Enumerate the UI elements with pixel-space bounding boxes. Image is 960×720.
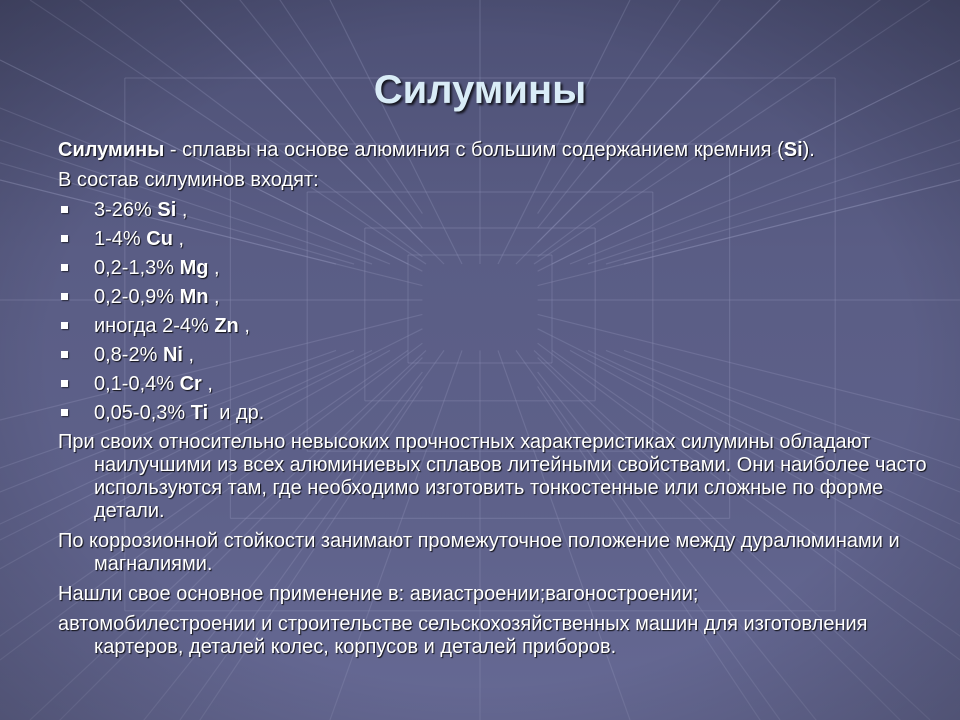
square-bullet-icon [61, 293, 68, 300]
composition-element: Cr [179, 373, 202, 395]
composition-list-item [58, 257, 928, 279]
composition-list-item [58, 286, 928, 308]
composition-element: Cu [146, 228, 173, 250]
composition-range: 1-4% [94, 228, 147, 250]
composition-range: 0,1-0,4% [94, 373, 180, 395]
composition-element: Mn [179, 286, 209, 308]
composition-list-item [58, 344, 928, 366]
composition-range: иногда 2-4% [94, 315, 215, 337]
composition-heading: В состав силуминов входят: [58, 169, 319, 191]
square-bullet-icon [61, 206, 68, 213]
composition-list-item [58, 228, 928, 250]
composition-range: 0,2-0,9% [94, 286, 180, 308]
composition-element: Si [157, 199, 177, 221]
slide-content [58, 139, 928, 666]
composition-list-item [58, 199, 928, 221]
composition-element: Ti [190, 402, 209, 424]
composition-element: Zn [214, 315, 239, 337]
composition-suffix: , [238, 315, 250, 337]
square-bullet-icon [61, 235, 68, 242]
square-bullet-icon [61, 380, 68, 387]
composition-suffix: , [176, 199, 188, 221]
application-details-paragraph: автомобилестроении и строительстве сельскохозяйственных машин для изготовления картеров, деталей колес, корпусов и деталей приборов. [58, 613, 868, 658]
composition-suffix: и др. [208, 402, 265, 424]
intro-element: Si [783, 139, 803, 161]
square-bullet-icon [61, 409, 68, 416]
composition-range: 0,2-1,3% [94, 257, 180, 279]
intro-term: Силумины [58, 139, 165, 161]
composition-list-item [58, 373, 928, 395]
composition-list-item [58, 402, 928, 424]
square-bullet-icon [61, 322, 68, 329]
intro-paragraph [58, 139, 928, 162]
slide-title: Силумины [373, 68, 587, 112]
square-bullet-icon [61, 351, 68, 358]
composition-list [58, 199, 928, 424]
composition-range: 3-26% [94, 199, 158, 221]
intro-text: - сплавы на основе алюминия с большим содержанием кремния ( [164, 139, 784, 161]
corrosion-paragraph: По коррозионной стойкости занимают промежуточное положение между дуралюминами и магналиями. [58, 530, 900, 575]
composition-suffix: , [201, 373, 213, 395]
composition-element: Mg [179, 257, 209, 279]
composition-suffix: , [208, 286, 220, 308]
composition-list-item [58, 315, 928, 337]
composition-range: 0,8-2% [94, 344, 163, 366]
properties-paragraph: При своих относительно невысоких прочностных характеристиках силумины обладают наилучшими из всех алюминиевых сплавов литейными свойствами. Они наиболее часто используются там, где необходимо изготовить тонкостенные или сложные по форме детали. [58, 431, 927, 522]
composition-element: Ni [162, 344, 183, 366]
application-paragraph: Нашли свое основное применение в: авиастроении;вагоностроении; [58, 583, 699, 605]
square-bullet-icon [61, 264, 68, 271]
composition-suffix: , [172, 228, 185, 250]
intro-text-end: ). [802, 139, 815, 161]
composition-suffix: , [208, 257, 220, 279]
composition-suffix: , [182, 344, 195, 366]
composition-range: 0,05-0,3% [94, 402, 191, 424]
